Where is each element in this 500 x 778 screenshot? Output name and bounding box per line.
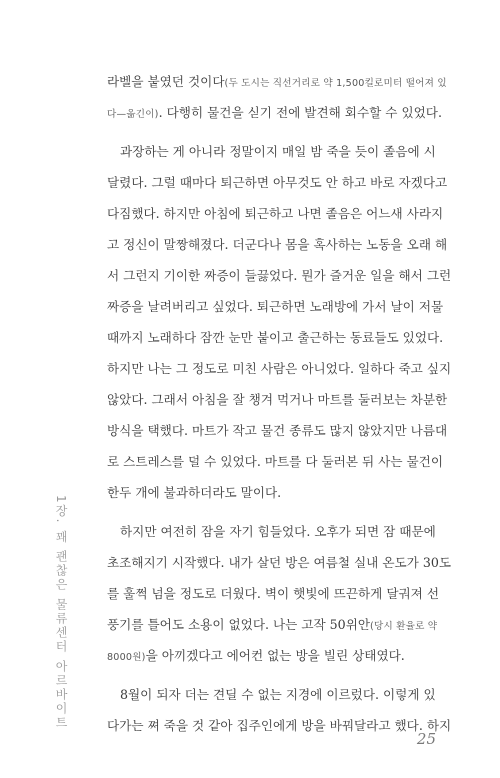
text-line: 다짐했다. 하지만 아침에 퇴근하고 나면 졸음은 어느새 사라지 (107, 206, 444, 221)
text-line: 한두 개에 불과하더라도 말이다. (107, 485, 282, 500)
text-run: 을 아끼겠다고 에어컨 없는 방을 빌린 상태였다. (145, 648, 405, 663)
text-run: 풍기를 틀어도 소용이 없었다. 나는 고작 50위안 (107, 617, 371, 632)
translator-note: 8000원) (107, 652, 146, 663)
text-line: 고 정신이 말짱해졌다. 더군다나 몸을 혹사하는 노동을 오래 해 (107, 237, 448, 252)
text-line: 과장하는 게 아니라 정말이지 매일 밤 죽을 듯이 졸음에 시 (120, 144, 436, 159)
text-run: 라벨을 붙였던 것이다 (107, 74, 225, 89)
text-line: 짜증을 날려버리고 싶었다. 퇴근하면 노래방에 가서 날이 저물 (107, 299, 444, 314)
translator-note: (두 도시는 직선거리로 약 1,500킬로미터 떨어져 있 (224, 78, 447, 89)
text-line: 때까지 노래하다 잠깐 눈만 붙이고 출근하는 동료들도 있었다. (107, 330, 444, 345)
text-run: . 다행히 물건을 싣기 전에 발견해 회수할 수 있었다. (158, 105, 442, 120)
chapter-running-head: 1장. 꽤 괜찮은 물류센터 아르바이트 (54, 495, 68, 730)
text-line: 서 그런지 기이한 짜증이 들끓었다. 뭔가 즐거운 일을 해서 그런 (107, 268, 452, 283)
page-number: 25 (416, 730, 436, 748)
text-line: 방식을 택했다. 마트가 작고 물건 종류도 많지 않았지만 나름대 (107, 423, 448, 438)
text-line (107, 640, 433, 671)
translator-note: 다—옮긴이) (107, 109, 159, 120)
text-line: 않았다. 그래서 아침을 잘 챙겨 먹거나 마트를 둘러보는 차분한 (107, 392, 448, 407)
text-line: 를 훌쩍 넘을 정도로 더웠다. 벽이 햇빛에 뜨끈하게 달궈져 선 (107, 586, 440, 601)
body-text (107, 66, 452, 741)
text-line: 초조해지기 시작했다. 내가 살던 방은 여름철 실내 온도가 30도 (107, 555, 452, 570)
text-line: 다가는 쪄 죽을 것 같아 집주인에게 방을 바꿔달라고 했다. 하지 (107, 718, 452, 733)
text-line: 하지만 나는 그 정도로 미친 사람은 아니었다. 일하다 죽고 싶지 (107, 361, 452, 376)
text-line (107, 609, 438, 640)
text-line: 로 스트레스를 덜 수 있었다. 마트를 다 둘러본 뒤 사는 물건이 (107, 454, 444, 469)
translator-note: (당시 환율로 약 (370, 621, 438, 632)
text-line: 달렸다. 그럴 때마다 퇴근하면 아무것도 안 하고 바로 자겠다고 (107, 175, 448, 190)
text-line: 8월이 되자 더는 견딜 수 없는 지경에 이르렀다. 이렇게 있 (120, 687, 436, 702)
text-line: 하지만 여전히 잠을 자기 힘들었다. 오후가 되면 잠 때문에 (120, 524, 436, 539)
text-line (107, 97, 442, 128)
text-line (107, 66, 447, 97)
